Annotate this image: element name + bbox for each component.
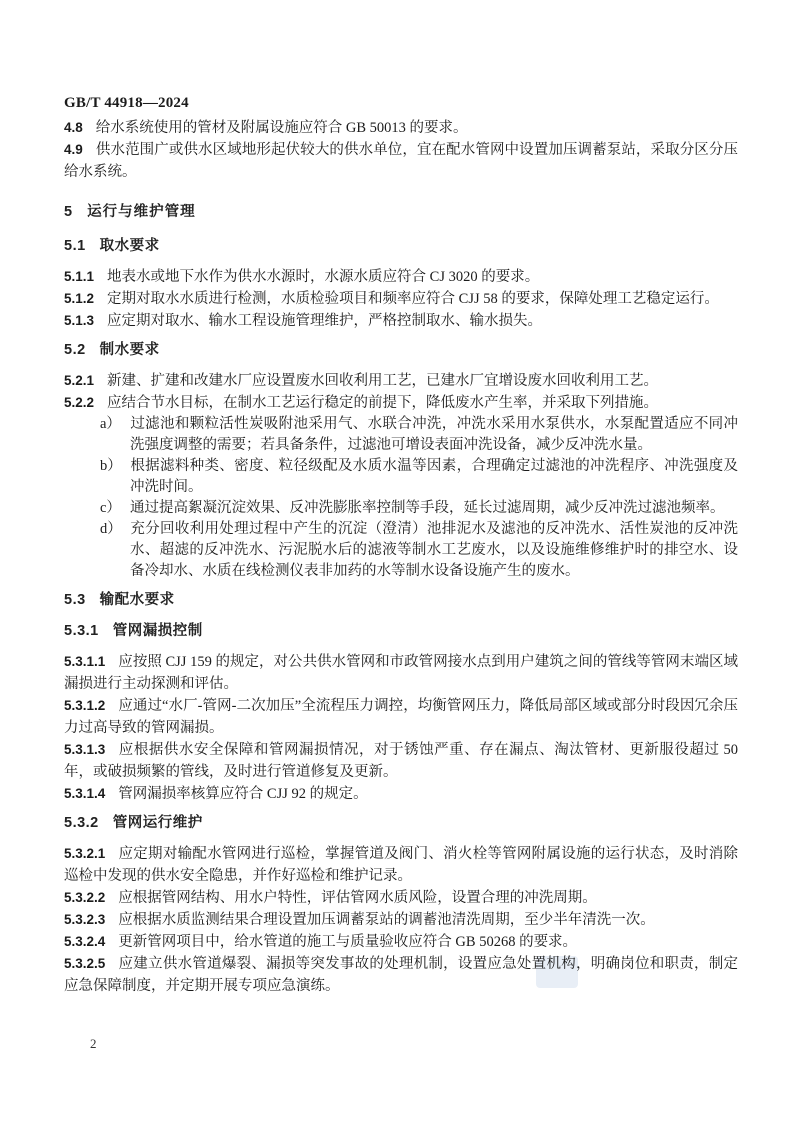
clause-text: 应结合节水目标，在制水工艺运行稳定的前提下，降低废水产生率，并采取下列措施。 (107, 395, 659, 411)
clause-number: 5.3.2.2 (64, 890, 106, 905)
section-title: 管网漏损控制 (112, 623, 203, 639)
clause-number: 5.3.1.2 (64, 698, 106, 713)
clause-number: 4.9 (64, 142, 83, 157)
list-item-text: 充分回收利用处理过程中产生的沉淀（澄清）池排泥水及滤池的反冲洗水、活性炭池的反冲洗水、超滤的反冲洗水、污泥脱水后的滤液等制水工艺废水，以及设施维修维护时的排空水、设备冷却水、水质在线检测仪表非加药的水等制水设备设施产生的废水。 (130, 521, 738, 579)
list-item-text: 根据滤料种类、密度、粒径级配及水质水温等因素，合理确定过滤池的冲洗程序、冲洗强度及冲洗时间。 (130, 458, 738, 495)
clause-5.3.1.1 (64, 651, 738, 695)
clause-5.3.2.3 (64, 909, 738, 931)
page-number: 2 (90, 1036, 97, 1051)
clause-text: 应建立供水管道爆裂、漏损等突发事故的处理机制，设置应急处置机构，明确岗位和职责，制定应急保障制度，并定期开展专项应急演练。 (64, 956, 738, 994)
clause-text: 供水范围广或供水区域地形起伏较大的供水单位，宜在配水管网中设置加压调蓄泵站，采取分区分压给水系统。 (64, 142, 738, 180)
section-heading-5.2 (64, 339, 738, 361)
clause-5.3.2.2 (64, 887, 738, 909)
section-title: 制水要求 (99, 342, 160, 358)
clause-number: 5.3.2.1 (64, 846, 106, 861)
clause-number: 5.3.1.3 (64, 742, 106, 757)
clause-5.3.1.4 (64, 783, 738, 805)
clause-text: 应定期对输配水管网进行巡检，掌握管道及阀门、消火栓等管网附属设施的运行状态，及时消除巡检中发现的供水安全隐患，并作好巡检和维护记录。 (64, 846, 738, 884)
section-title: 管网运行维护 (112, 815, 203, 831)
clause-number: 5.1.2 (64, 291, 95, 306)
section-number: 5.1 (64, 238, 86, 254)
clause-5.3.1.3 (64, 739, 738, 783)
clause-5.3.2.4 (64, 931, 738, 953)
section-number: 5.3 (64, 592, 86, 608)
clause-text: 地表水或地下水作为供水水源时，水源水质应符合 CJ 3020 的要求。 (107, 269, 540, 285)
clause-number: 5.3.2.3 (64, 912, 106, 927)
clause-text: 应定期对取水、输水工程设施管理维护，严格控制取水、输水损失。 (107, 313, 543, 329)
list-item-d (64, 519, 738, 582)
list-item-a (64, 414, 738, 456)
list-item-label: c） (100, 500, 121, 516)
clause-number: 5.3.1.1 (64, 654, 106, 669)
clause-text: 更新管网项目中，给水管道的施工与质量验收应符合 GB 50268 的要求。 (118, 934, 578, 950)
section-heading-5 (64, 201, 738, 223)
clause-5.1.3 (64, 310, 738, 332)
clause-5.1.2 (64, 288, 738, 310)
clause-4.9 (64, 139, 738, 183)
doc-code: GB/T 44918—2024 (64, 95, 189, 111)
section-number: 5.3.2 (64, 815, 99, 831)
clause-text: 给水系统使用的管材及附属设施应符合 GB 50013 的要求。 (95, 120, 468, 136)
clause-text: 新建、扩建和改建水厂应设置废水回收利用工艺，已建水厂宜增设废水回收利用工艺。 (107, 373, 659, 389)
section-number: 5.2 (64, 342, 86, 358)
section-heading-5.1 (64, 235, 738, 257)
clause-text: 应根据供水安全保障和管网漏损情况，对于锈蚀严重、存在漏点、淘汰管材、更新服役超过 50 年，或破损频繁的管线，及时进行管道修复及更新。 (64, 742, 738, 780)
clause-number: 5.3.1.4 (64, 786, 106, 801)
clause-5.2.2 (64, 392, 738, 414)
clause-5.1.1 (64, 266, 738, 288)
clause-text: 应根据水质监测结果合理设置加压调蓄泵站的调蓄池清洗周期，至少半年清洗一次。 (118, 912, 655, 928)
clause-5.2.1 (64, 370, 738, 392)
clause-number: 5.2.2 (64, 395, 95, 410)
list-item-label: a） (100, 416, 121, 432)
section-heading-5.3.2 (64, 812, 738, 834)
clause-number: 5.2.1 (64, 373, 95, 388)
section-title: 运行与维护管理 (87, 204, 196, 220)
clause-number: 5.1.1 (64, 269, 95, 284)
section-number: 5.3.1 (64, 623, 99, 639)
list-item-text: 通过提高絮凝沉淀效果、反冲洗膨胀率控制等手段，延长过滤周期，减少反冲洗过滤池频率。 (130, 500, 725, 516)
clause-number: 5.1.3 (64, 313, 95, 328)
clause-5.3.2.1 (64, 843, 738, 887)
section-number: 5 (64, 204, 74, 220)
list-item-c (64, 498, 738, 519)
clause-text: 应按照 CJJ 159 的规定，对公共供水管网和市政管网接水点到用户建筑之间的管线等管网末端区域漏损进行主动探测和评估。 (64, 654, 738, 692)
clause-number: 5.3.2.5 (64, 956, 106, 971)
section-heading-5.3.1 (64, 620, 738, 642)
clause-4.8 (64, 117, 738, 139)
section-title: 取水要求 (99, 238, 160, 254)
clause-number: 5.3.2.4 (64, 934, 106, 949)
list-item-label: d） (100, 521, 122, 537)
list-item-label: b） (100, 458, 122, 474)
clause-text: 定期对取水水质进行检测，水质检验项目和频率应符合 CJJ 58 的要求，保障处理工艺稳定运行。 (107, 291, 719, 307)
clause-5.3.1.2 (64, 695, 738, 739)
list-item-text: 过滤池和颗粒活性炭吸附池采用气、水联合冲洗，冲洗水采用水泵供水，水泵配置适应不同冲洗强度调整的需要；若具备条件，过滤池可增设表面冲洗设备，减少反冲洗水量。 (130, 416, 738, 453)
clause-text: 管网漏损率核算应符合 CJJ 92 的规定。 (118, 786, 368, 802)
section-heading-5.3 (64, 589, 738, 611)
document-content (64, 117, 738, 997)
clause-text: 应根据管网结构、用水户特性，评估管网水质风险，设置合理的冲洗周期。 (118, 890, 597, 906)
clause-5.3.2.5 (64, 953, 738, 997)
clause-number: 4.8 (64, 120, 83, 135)
list-item-b (64, 456, 738, 498)
section-title: 输配水要求 (99, 592, 175, 608)
clause-text: 应通过“水厂-管网-二次加压”全流程压力调控，均衡管网压力，降低局部区域或部分时段因冗余压力过高导致的管网漏损。 (64, 698, 738, 736)
